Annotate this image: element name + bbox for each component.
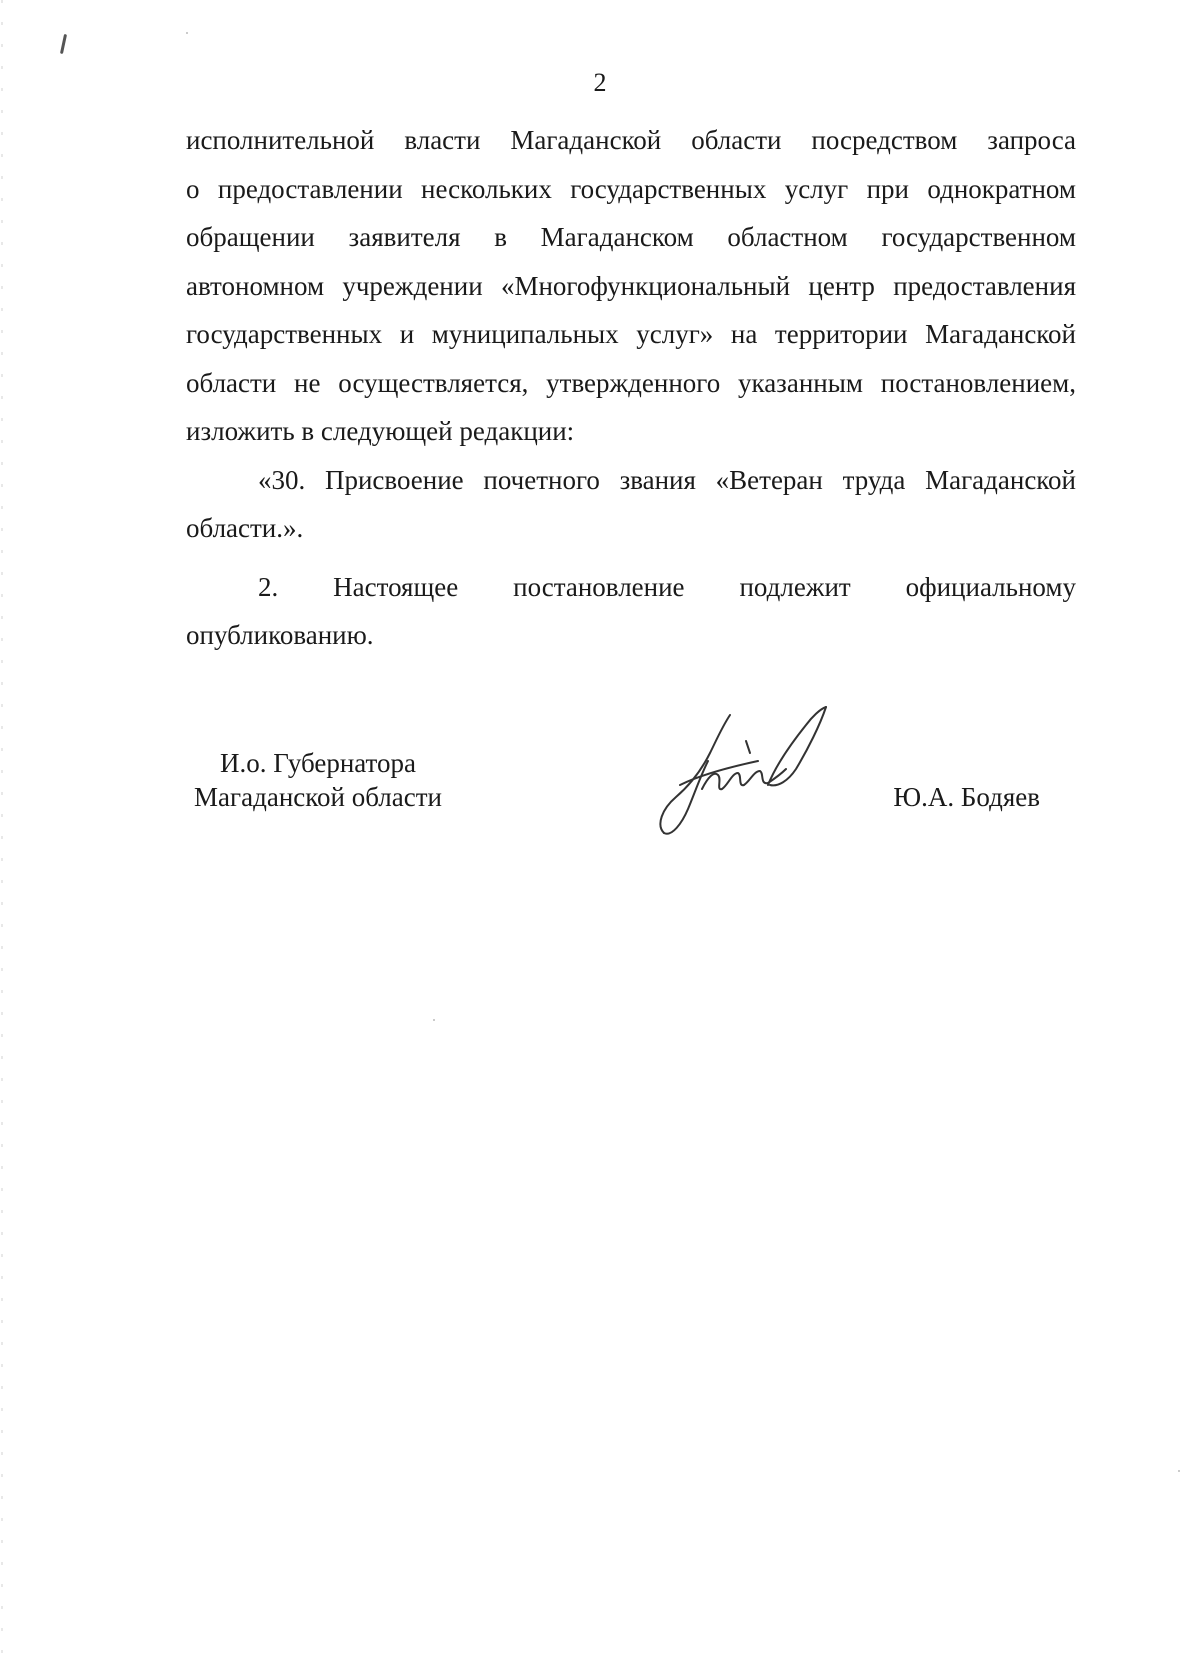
body-line: автономном учреждении «Многофункциональный центр предоставления xyxy=(186,270,1076,301)
scan-mark-artifact xyxy=(60,34,67,54)
body-line: исполнительной власти Магаданской области посредством запроса xyxy=(186,125,1076,155)
body-line: 2. Настоящее постановление подлежит официальному xyxy=(258,571,1076,602)
signatory-position xyxy=(186,746,450,814)
body-line: «30. Присвоение почетного звания «Ветеран труда Магаданской xyxy=(258,464,1076,495)
body-line: о предоставлении нескольких государственных услуг при однократном xyxy=(186,173,1076,204)
body-line: области не осуществляется, утвержденного указанным постановлением, xyxy=(186,367,1076,398)
body-line: обращении заявителя в Магаданском областном государственном xyxy=(186,222,1076,252)
page-number: 2 xyxy=(593,68,607,97)
scan-speck xyxy=(433,1019,435,1021)
body-line: государственных и муниципальных услуг» на территории Магаданской xyxy=(186,319,1076,349)
signatory-position-line: И.о. Губернатора xyxy=(219,748,416,778)
signatory-name: Ю.А. Бодяев xyxy=(893,782,1040,812)
handwritten-signature-icon xyxy=(650,705,840,845)
body-line: опубликованию. xyxy=(186,620,374,650)
body-line: изложить в следующей редакции: xyxy=(186,416,575,446)
scan-edge-artifact xyxy=(1,0,3,1669)
body-line: области.». xyxy=(186,513,304,543)
scan-speck xyxy=(186,32,188,34)
scan-speck xyxy=(1178,1470,1180,1472)
body-text xyxy=(186,116,1076,660)
signatory-position-line: Магаданской области xyxy=(194,782,442,812)
